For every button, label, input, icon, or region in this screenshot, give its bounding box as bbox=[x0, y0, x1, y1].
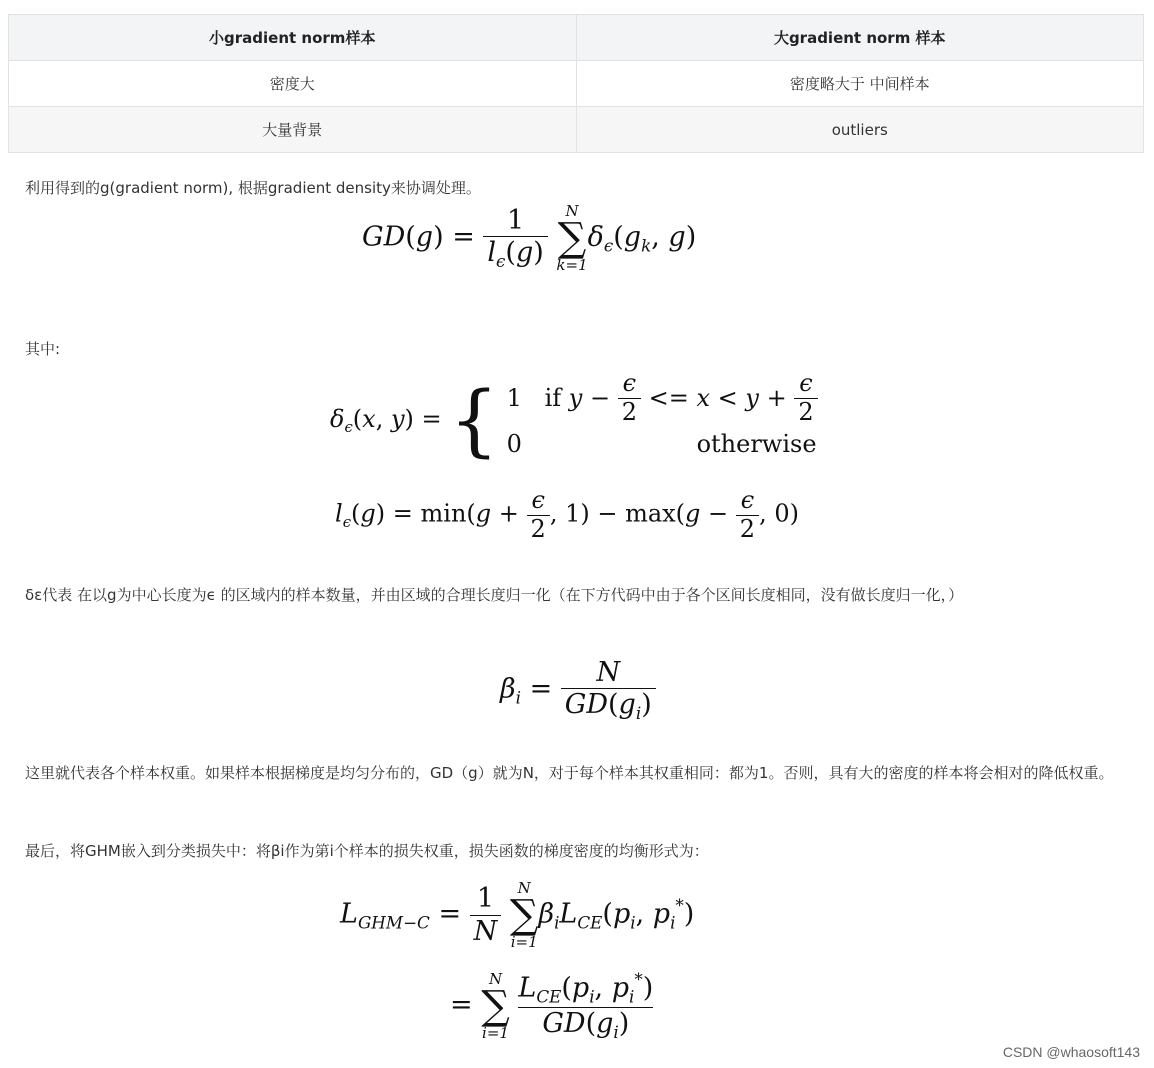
watermark: CSDN @whaosoft143 bbox=[1002, 1044, 1140, 1060]
left-brace: { bbox=[449, 376, 499, 466]
summation: N ∑ i=1 bbox=[509, 879, 539, 951]
table-cell: 大量背景 bbox=[9, 107, 577, 153]
table-cell: 密度大 bbox=[9, 61, 577, 107]
formula-ghm-loss-line1: $L_{GHM-C}$ = $\frac{1}{N}$ N ∑ i=1 $\beta_iL_{CE}(p_i$, $p_i^*$) bbox=[340, 879, 695, 951]
fraction: $\frac{N}{GD(g_i)}$ bbox=[561, 657, 656, 723]
paragraph-weights: 这里就代表各个样本权重。如果样本根据梯度是均匀分布的，GD（g）就为N，对于每个样本其权重相同：都为1。否则，具有大的密度的样本将会相对的降低权重。 bbox=[25, 764, 1114, 782]
comparison-table bbox=[8, 14, 1144, 153]
cases-block: 1 if y − $\frac{\epsilon}{2}$ <= x < y + $\frac{\epsilon}{2}$ 0 otherwise bbox=[506, 368, 817, 458]
formula-delta-cases: $\delta_\epsilon(x$, y) = { 1 if y − $\frac{\epsilon}{2}$ <= x < y + $\frac{\epsilon}{2}$ 0 otherwise bbox=[330, 368, 817, 466]
formula-beta: $\beta_i$ = $\frac{N}{GD(g_i)}$ bbox=[500, 657, 656, 723]
fraction: $\frac{1}{l_\epsilon(g)}$ bbox=[483, 205, 547, 271]
table-cell: 密度略大于 中间样本 bbox=[576, 61, 1144, 107]
fraction: $\frac{L_{CE}(p_i, p_i^*)}{GD(g_i)}$ bbox=[518, 969, 654, 1042]
table-row bbox=[9, 61, 1144, 107]
table-header-row bbox=[9, 15, 1144, 61]
summation: N ∑ k=1 bbox=[556, 202, 588, 274]
table-row bbox=[9, 107, 1144, 153]
formula-gradient-density: GD(g) = $\frac{1}{l_\epsilon(g)}$ N ∑ k=1 $\delta_\epsilon(g_k$, g) bbox=[362, 202, 697, 274]
table-header-cell: 小gradient norm样本 bbox=[9, 15, 577, 61]
formula-interval-length: $l_\epsilon(g) = \min(g$ + $\frac{\epsilon}{2}$ , 1) − max(g − $\frac{\epsilon}{2}$ , 0) bbox=[335, 486, 799, 543]
table-header-cell: 大gradient norm 样本 bbox=[576, 15, 1144, 61]
fraction: $\frac{1}{N}$ bbox=[470, 883, 502, 946]
paragraph-delta-explanation: δε代表 在以g为中心长度为ϵ 的区域内的样本数量，并由区域的合理长度归一化（在下方代码中由于各个区间长度相同，没有做长度归一化，） bbox=[25, 586, 964, 604]
summation: N ∑ i=1 bbox=[481, 969, 510, 1042]
table-cell: outliers bbox=[576, 107, 1144, 153]
paragraph-ghm-loss: 最后，将GHM嵌入到分类损失中：将βi作为第i个样本的损失权重，损失函数的梯度密度的均衡形式为： bbox=[25, 842, 709, 860]
paragraph-intro: 利用得到的g(gradient norm), 根据gradient density来协调处理。 bbox=[25, 179, 481, 197]
paragraph-where: 其中: bbox=[25, 340, 61, 358]
formula-ghm-loss-line2: = N ∑ i=1 $\frac{L_{CE}(p_i, p_i^*)}{GD(g_i)}$ bbox=[450, 969, 654, 1042]
